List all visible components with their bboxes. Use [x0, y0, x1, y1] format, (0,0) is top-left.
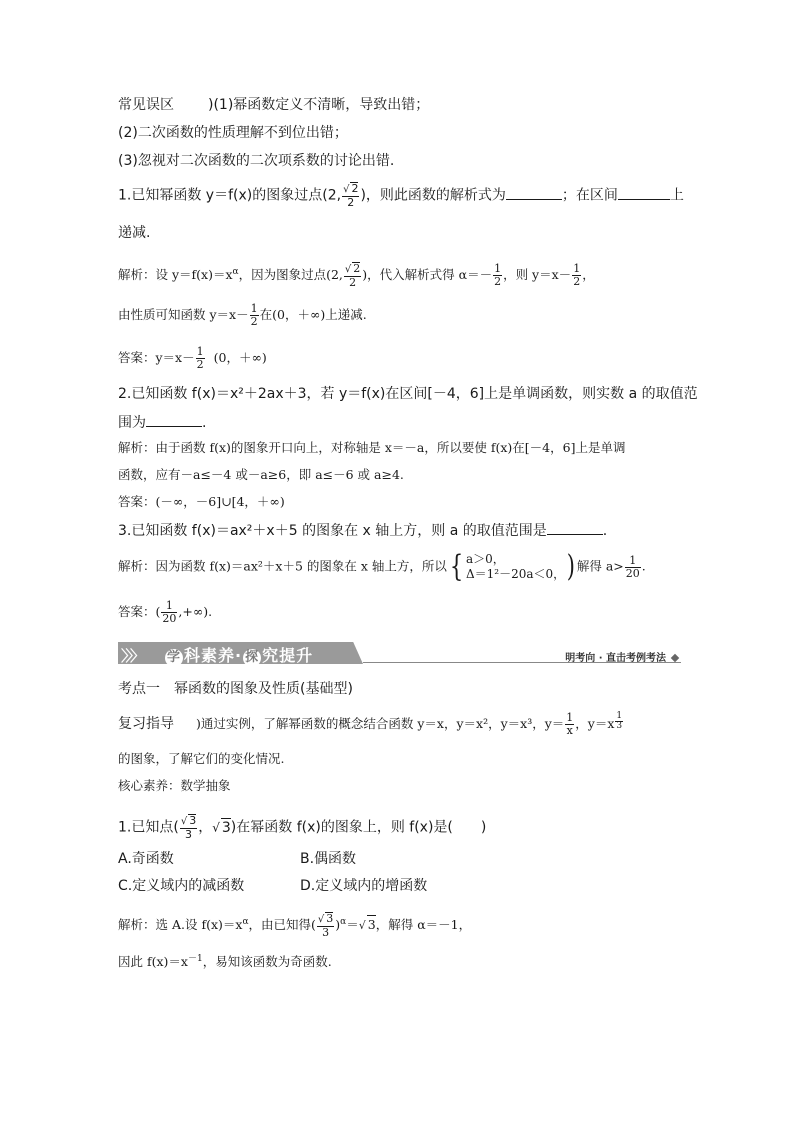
- answer-blank[interactable]: [506, 185, 562, 200]
- option-a[interactable]: A.奇函数: [118, 851, 174, 867]
- q1-solution: 解析：设 $y=f(x)=x^\alpha$，因为图象过点(2, $\frac{√ 2}{2}$ )，代入解析式得 α＝－ $\frac{1}{2}$ ，则 y＝x－ $\frac{1}{2}$ ，: [118, 262, 595, 289]
- p1-solution-2: 因此 $f(x)=x^{-1}$，易知该函数为奇函数.: [118, 954, 332, 970]
- option-c[interactable]: C.定义域内的减函数: [118, 878, 245, 894]
- mistake-item-2: (2)二次函数的性质理解不到位出错；: [118, 125, 348, 141]
- review-guide: 复习指导 )通过实例，了解幂函数的概念结合函数 y＝x，y＝x²，y＝x³，y＝ $\frac{1}{x}$ ，y＝x $\frac{1}{3}$: [118, 711, 623, 737]
- option-d[interactable]: D.定义域内的增函数: [300, 878, 428, 894]
- common-mistakes-line: [118, 96, 429, 114]
- answer-blank[interactable]: [146, 412, 202, 427]
- common-mistakes-label: 常见误区: [118, 97, 174, 113]
- core-literacy: 核心素养：数学抽象: [118, 778, 231, 793]
- banner-title: 学 科素养· 探 究提升: [166, 646, 314, 665]
- q3-answer: 答案：( $\frac{1}{20}$ ,+∞).: [118, 599, 213, 625]
- q2-solution-2: 函数，应有－a≤－4 或－a≥6，即 a≤－6 或 a≥4.: [118, 467, 404, 482]
- review-guide-cont: 的图象，了解它们的变化情况.: [118, 751, 285, 766]
- mistake-item-3: (3)忽视对二次函数的二次项系数的讨论出错.: [118, 153, 395, 169]
- question-2: 2.已知函数 f(x)＝x²＋2ax＋3，若 y＝f(x)在区间[－4，6]上是单调函数，则实数 a 的取值范: [118, 386, 698, 402]
- q1-solution-2: 由性质可知函数 y＝x－ $\frac{1}{2}$ 在(0，＋∞)上递减.: [118, 302, 367, 328]
- problem-1: 1.已知点( $\frac{√ 3}{3}$ ，√ 3)在幂函数 f(x)的图象上，则 f(x)是( ): [118, 814, 487, 841]
- chevron-right-icon: 〉〉〉: [121, 647, 143, 665]
- p1-solution: 解析：选 A.设 $f(x)=x^\alpha$，由已知得( $\frac{√ 3}{3}$ )$^\alpha$＝√ 3，解得 α＝－1，: [118, 912, 472, 939]
- question-1-cont: 递减.: [118, 225, 151, 241]
- fraction: $\frac{√ 2}{2}$: [343, 182, 359, 209]
- q2-answer: 答案：(－∞，－6]∪[4，＋∞): [118, 494, 285, 509]
- mistake-item-1: )(1)幂函数定义不清晰，导致出错；: [208, 97, 430, 113]
- answer-blank[interactable]: [618, 185, 670, 200]
- question-1: 1.已知幂函数 y＝f(x)的图象过点(2, $\frac{√ 2}{2}$ )，则此函数的解析式为 ；在区间 上: [118, 182, 684, 209]
- q1-answer: 答案：y＝x－ $\frac{1}{2}$ (0，＋∞): [118, 345, 267, 371]
- options-row-1: [118, 850, 356, 868]
- banner-subtitle: 明考向 · 直击考例考法: [565, 649, 678, 664]
- topic-title: 考点一 幂函数的图象及性质(基础型): [118, 681, 353, 697]
- question-2-cont: 围为 .: [118, 412, 206, 432]
- q2-solution: 解析：由于函数 f(x)的图象开口向上，对称轴是 x＝－a，所以要使 f(x)在[－4，6]上是单调: [118, 440, 626, 455]
- section-banner: [118, 640, 678, 666]
- q3-solution: 解析：因为函数 f(x)＝ax²＋x＋5 的图象在 x 轴上方，所以{ a＞0， Δ＝1²－20a＜0， ) 解得 a> $\frac{1}{20}$ .: [118, 549, 646, 584]
- diamond-icon: [671, 654, 679, 662]
- question-3: 3.已知函数 f(x)＝ax²＋x＋5 的图象在 x 轴上方，则 a 的取值范围是 .: [118, 520, 607, 540]
- options-row-2: [118, 877, 427, 895]
- answer-blank[interactable]: [547, 520, 603, 535]
- option-b[interactable]: B.偶函数: [300, 851, 357, 867]
